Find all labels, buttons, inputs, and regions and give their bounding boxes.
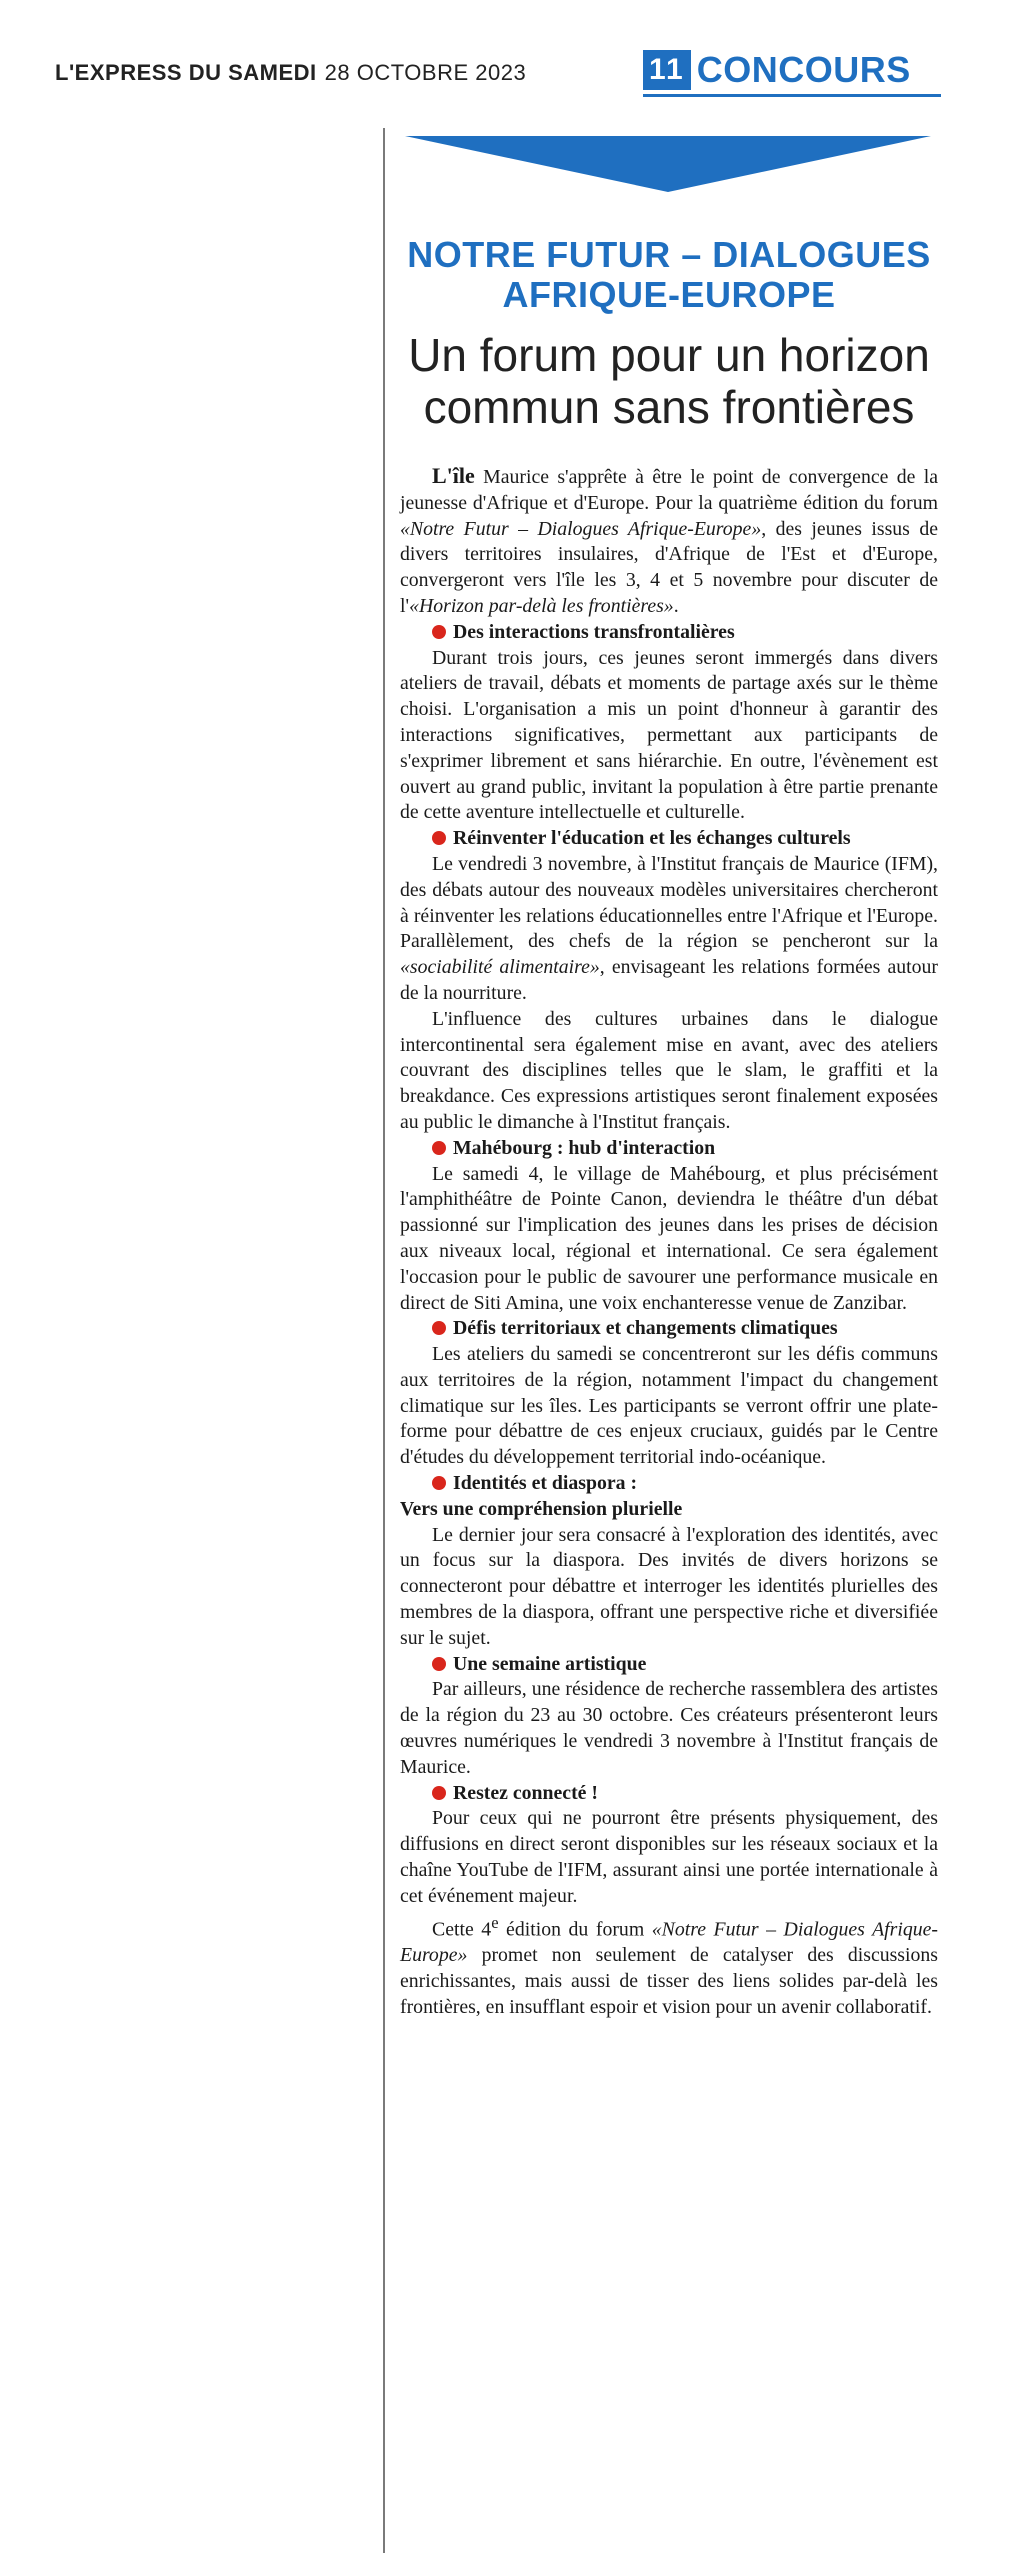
paragraph: L'influence des cultures urbaines dans le dialogue intercontinental sera également mise en avant, avec des ateliers couvrant des disciplines telles que le slam, le graffiti et la breakdance. Ces expressions artistiques seront finalement exposées au public le dimanche à l'Institut français. — [400, 1007, 938, 1133]
bullet-icon — [432, 1476, 446, 1490]
section-rule — [643, 94, 941, 97]
column-divider — [383, 128, 385, 2553]
article — [400, 235, 938, 2020]
subheading-mahebourg: Mahébourg : hub d'interaction — [400, 1136, 938, 1162]
paragraph: Le samedi 4, le village de Mahébourg, et plus précisément l'amphithéâtre de Pointe Canon, deviendra le théâtre d'un débat passionné sur l'implication des jeunes dans les prises de décision aux niveaux local, régional et international. Ce sera également l'occasion pour le public de savourer une performance musicale en direct de Siti Amina, une voix enchanteresse venue de Zanzibar. — [400, 1162, 938, 1314]
bullet-icon — [432, 625, 446, 639]
page-header — [643, 48, 911, 92]
paragraph: Le vendredi 3 novembre, à l'Institut français de Maurice (IFM), des débats autour des nouveaux modèles universitaires chercheront à réinventer les relations éducationnelles entre l'Afrique et l'Europe. Parallèlement, des chefs de la région se pencheront sur la «sociabilité alimentaire», envisageant les relations formées autour de la nourriture. — [400, 852, 938, 1004]
triangle-banner-icon — [405, 136, 931, 192]
paragraph: Les ateliers du samedi se concentreront sur les défis communs aux territoires de la région, notamment l'impact du changement climatique sur les îles. Les participants se verront offrir une plate-forme pour débattre de ces enjeux cruciaux, guidés par le Centre d'études du développement territorial indo-océanique. — [400, 1343, 938, 1469]
paragraph: Pour ceux qui ne pourront être présents physiquement, des diffusions en direct seront disponibles sur les réseaux sociaux et la chaîne YouTube de l'IFM, assurant ainsi une portée internationale à cet événement majeur. — [400, 1807, 938, 1907]
subheading-identities: Identités et diaspora : — [400, 1471, 938, 1497]
section-title: CONCOURS — [696, 49, 911, 90]
article-kicker: NOTRE FUTUR – DIALOGUES AFRIQUE-EUROPE — [407, 234, 931, 315]
subheading-artistic-week: Une semaine artistique — [400, 1652, 938, 1678]
lead-word: L'île — [432, 463, 475, 488]
subheading-education: Réinventer l'éducation et les échanges culturels — [400, 826, 938, 852]
bullet-icon — [432, 1321, 446, 1335]
subheading-climate: Défis territoriaux et changements climatiques — [400, 1316, 938, 1342]
paragraph: Le dernier jour sera consacré à l'exploration des identités, avec un focus sur la diaspora. Des invités de divers horizons se connecteront pour débattre et interroger les identités plurielles des membres de la diaspora, offrant une perspective riche et diversifiée sur le sujet. — [400, 1523, 938, 1649]
publication-name: L'EXPRESS DU SAMEDI — [55, 60, 317, 85]
issue-date: 28 OCTOBRE 2023 — [324, 60, 527, 85]
paragraph: Par ailleurs, une résidence de recherche rassemblera des artistes de la région du 23 au 30 octobre. Ces créateurs présenteront leurs œuvres numériques le vendredi 3 novembre à l'Institut français de Maurice. — [400, 1678, 938, 1778]
lede-paragraph: L'île Maurice s'apprête à être le point de convergence de la jeunesse d'Afrique et d'Europe. Pour la quatrième édition du forum «Notre Futur – Dialogues Afrique-Europe», des jeunes issus de divers territoires insulaires, d'Afrique de l'Est et d'Europe, convergeront vers l'île les 3, 4 et 5 novembre pour discuter de l'«Horizon par-delà les frontières». — [400, 463, 938, 617]
bullet-icon — [432, 1141, 446, 1155]
subheading-identities-line2: Vers une compréhension plurielle — [400, 1497, 683, 1520]
article-body — [400, 463, 938, 2020]
article-headline: Un forum pour un horizon commun sans frontières — [408, 329, 930, 433]
bullet-icon — [432, 1657, 446, 1671]
subheading-interactions: Des interactions transfrontalières — [400, 620, 938, 646]
closing-paragraph: Cette 4e édition du forum «Notre Futur – Dialogues Afrique-Europe» promet non seulement de catalyser des discussions enrichissantes, mais aussi de tisser des liens solides par-delà les frontières, en insufflant espoir et vision pour un avenir collaboratif. — [400, 1912, 938, 2018]
subheading-stay-connected: Restez connecté ! — [400, 1781, 938, 1807]
bullet-icon — [432, 831, 446, 845]
masthead — [55, 58, 526, 88]
bullet-icon — [432, 1786, 446, 1800]
paragraph: Durant trois jours, ces jeunes seront immergés dans divers ateliers de travail, débats et moments de partage axés sur le thème choisi. L'organisation a mis un point d'honneur à garantir des interactions significatives, permettant aux participants de s'exprimer librement et sans hiérarchie. En outre, l'évènement est ouvert au grand public, invitant la population à être partie prenante de cette aventure intellectuelle et culturelle. — [400, 646, 938, 824]
page-number: 11 — [643, 50, 691, 90]
